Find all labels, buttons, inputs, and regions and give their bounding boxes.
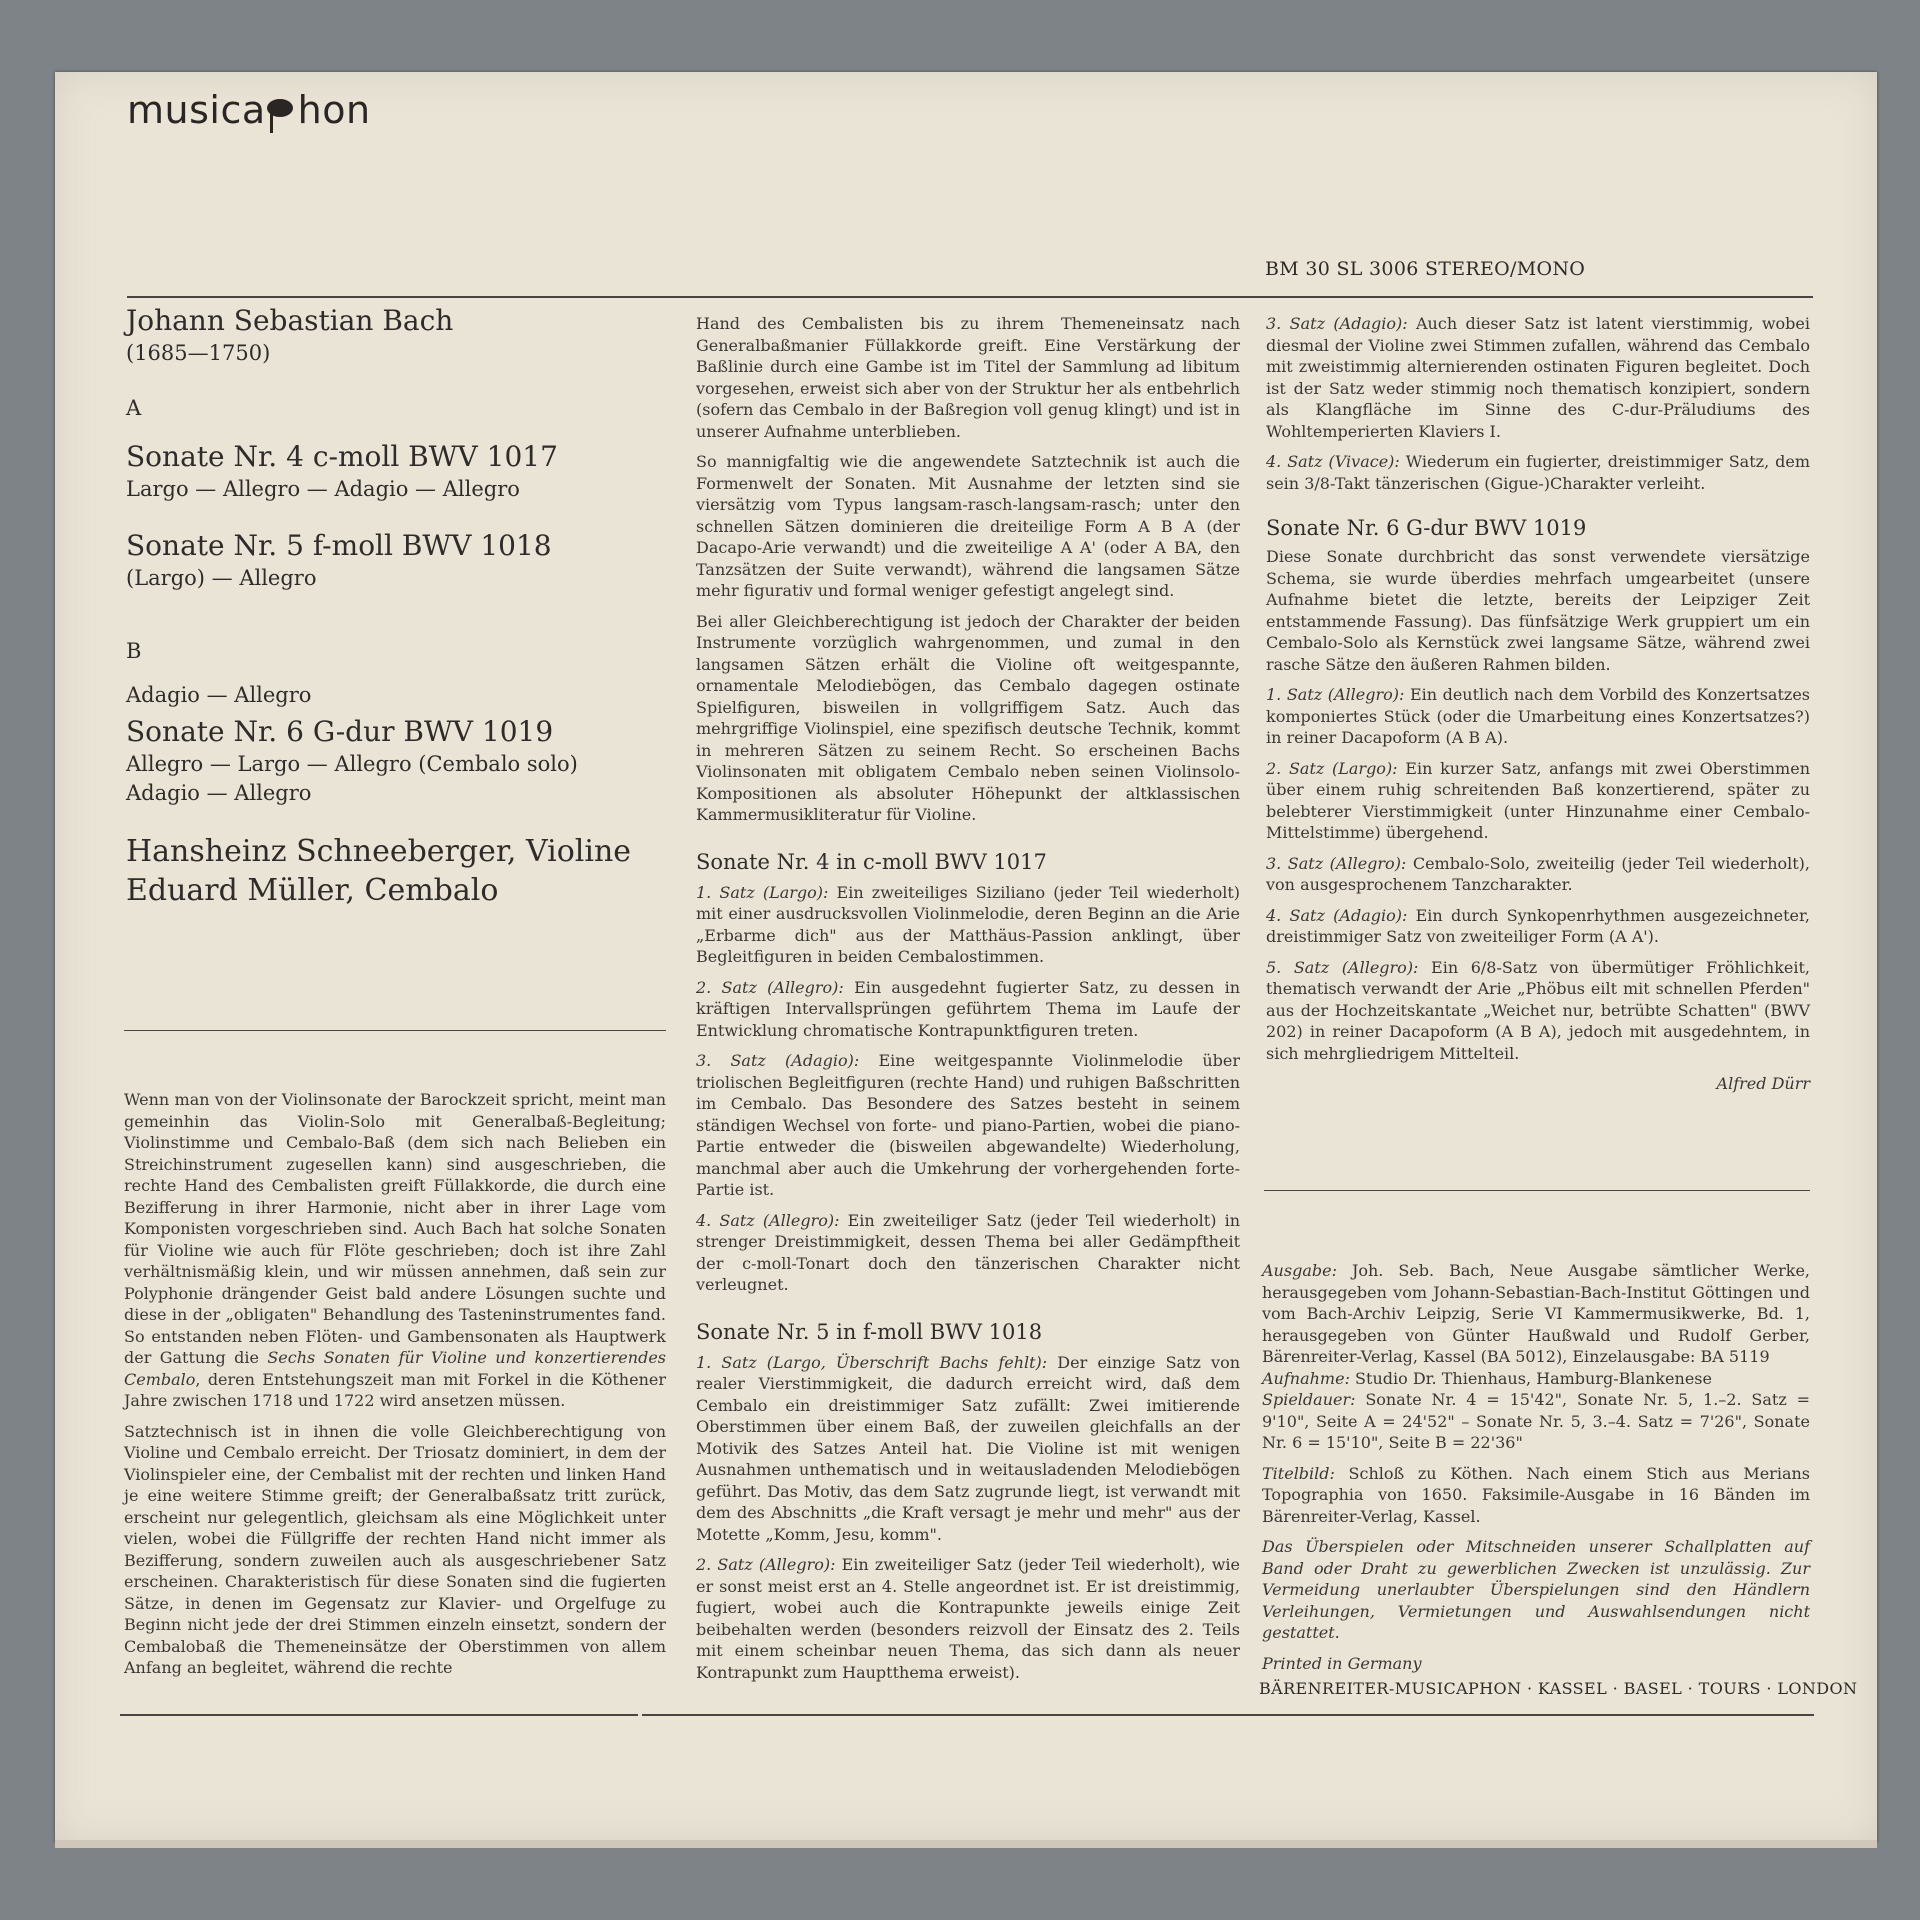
side-b-label: B: [126, 639, 142, 663]
paragraph-satztechnik: Satztechnisch ist in ihnen die volle Gleichberechtigung von Violine und Cembalo erreicht. Der Triosatz dominiert, in dem der Violinspieler eine, der Cembalist mit der rechten und linken Hand je eine weitere Stimme greift; der Generalbaßsatz tritt zurück, erscheint nur gelegentlich, gleichsam als eine Möglichkeit unter vielen, wobei die Füllgriffe der rechten Hand nicht immer als Bezifferung, sondern zuweilen auch als ausgeschriebener Satz erscheinen. Charakteristisch für diese Sonaten sind die fugierten Sätze, in denen im Gegensatz zur Klavier- und Orgelfuge zu Beginn nicht jede der drei Stimmen einzeln einsetzt, sondern der Cembalobaß die Themeneinsätze der Oberstimmen von allem Anfang an begleitet, während die rechte: [124, 1421, 666, 1677]
sonata4-heading: Sonate Nr. 4 in c-moll BWV 1017: [696, 849, 1047, 874]
logo-text-left: musica: [127, 88, 266, 132]
text-span: 2. Satz (Largo):: [1266, 758, 1398, 778]
liner-notes-column-2: [696, 313, 1240, 1692]
text-span: Titelbild:: [1262, 1463, 1335, 1483]
sonata6-movement-3: [1266, 853, 1810, 896]
credits-block: [1262, 1260, 1810, 1683]
sonata6-heading: Sonate Nr. 6 G-dur BWV 1019: [1266, 516, 1587, 540]
text-span: Der einzige Satz von realer Vierstimmigkeit, die dadurch erreicht wird, daß dem Cembalo ein dreistimmiger Satz zufällt: Zwei imitierende Oberstimmen über einem Baß, der zuweilen gleichfalls an der Motivik des Satzes Anteil hat. Die Violine ist mit wenigen Ausnahmen unthematisch und in weitausladenden Melodiebögen geführt. Das Motiv, das dem Satz zugrunde liegt, ist verwandt mit dem des Abschnitts „die Kraft versagt je mehr und mehr" aus der Motette „Komm, Jesu, komm".: [696, 1352, 1241, 1544]
sonata6-intro: Diese Sonate durchbricht das sonst verwendete viersätzige Schema, sie wurde überdies mehrfach umgearbeitet (unsere Aufnahme bietet die letzte, bereits der Leipziger Zeit entstammende Fassung). Das fünfsätzige Werk gruppiert um ein Cembalo-Solo als Kernstück zwei langsame Sätze, während zwei rasche Sätze den äußeren Rahmen bilden.: [1266, 547, 1810, 674]
liner-notes-column-3: [1266, 313, 1810, 1104]
sonata6-movement-1: [1266, 684, 1810, 749]
text-span: 1. Satz (Largo):: [696, 882, 829, 902]
text-span: Wenn man von der Violinsonate der Barockzeit spricht, meint man gemeinhin das Violin-Solo mit Generalbaß-Begleitung; Violinstimme und Cembalo-Baß (dem sich nach Belieben ein Streichinstrument zugesellen kann) sind ausgeschrieben, die rechte Hand des Cembalisten greift Füllakkorde, die durch eine Bezifferung in ihrer Harmonie, nicht aber in ihrer Lage vom Komponisten vorgeschrieben sind. Auch Bach hat solche Sonaten für Violine wie auch für Flöte geschrieben; doch ist ihre Zahl verhältnismäßig klein, und wir müssen annehmen, daß sein zur Polyphonie drängender Geist bald andere Lösungen suchte und diese in der „obligaten" Behandlung des Tasteninstrumentes fand. So entstanden neben Flöten- und Gambensonaten als Hauptwerk der Gattung die: [124, 1090, 666, 1367]
text-span: Sonate Nr. 4 = 15'42", Sonate Nr. 5, 1.–2. Satz = 9'10", Seite A = 24'52" – Sonate Nr. 5, 3.–4. Satz = 7'26", Sonate Nr. 6 = 15'10", Seite B = 22'36": [1262, 1390, 1810, 1452]
credit-titelbild: [1262, 1463, 1810, 1528]
sonata6-movements-2: Adagio — Allegro: [126, 781, 312, 805]
sleeve-edge: [55, 1840, 1877, 1848]
text-span: 4. Satz (Vivace):: [1266, 452, 1400, 471]
text-span: Eine weitgespannte Violinmelodie über triolischen Begleitfiguren (rechte Hand) und ruhigen Baßschritten im Cembalo. Das Besondere des Satzes besteht in seinem ständigen Wechsel von forte- und piano-Partien, wobei die piano-Partie entweder die (bisweilen abgewandelte) Wiederholung, manchmal aber auch die Umkehrung der vorhergehenden forte-Partie ist.: [696, 1051, 1241, 1199]
credit-ausgabe: [1262, 1260, 1810, 1368]
text-span: 3. Satz (Adagio):: [1266, 314, 1408, 333]
sonata4-title: Sonate Nr. 4 c-moll BWV 1017: [126, 440, 558, 473]
sonata4-movement-1: [696, 882, 1240, 968]
credit-spieldauer: [1262, 1389, 1810, 1454]
sonata5-heading: Sonate Nr. 5 in f-moll BWV 1018: [696, 1319, 1043, 1344]
text-span: Studio Dr. Thienhaus, Hamburg-Blankenese: [1349, 1368, 1712, 1388]
sonata5-movement-1: [696, 1352, 1240, 1546]
composer-name: Johann Sebastian Bach: [126, 304, 454, 337]
bottom-rule-right: [642, 1714, 1814, 1716]
sonata4-movement-3: [696, 1050, 1240, 1201]
top-divider: [127, 296, 1813, 298]
music-note-icon: [267, 89, 297, 131]
sonata4-movement-4: [696, 1210, 1240, 1296]
text-span: Ein deutlich nach dem Vorbild des Konzertsatzes komponiertes Stück (oder die Umarbeitung eines Konzertsatzes?) in reiner Dacapoform (A B A).: [1266, 685, 1811, 747]
publisher-line: BÄRENREITER-MUSICAPHON · KASSEL · BASEL · TOURS · LONDON: [1259, 1679, 1858, 1698]
sonata5-movement-2: [696, 1554, 1240, 1683]
text-span: , deren Entstehungszeit man mit Forkel in die Köthener Jahre zwischen 1718 und 1722 wird ansetzen müssen.: [124, 1369, 666, 1410]
musicaphon-logo: [127, 88, 371, 132]
track-listing: [126, 303, 686, 910]
text-span: Auch dieser Satz ist latent vierstimmig, wobei diesmal der Violine zwei Stimmen zufallen, während das Cembalo mit zweistimmig alternierenden ostinaten Figuren begleitet. Doch ist der Satz weder stimmig noch thematisch konzipiert, sondern als Klangfläche im Sinne des C-dur-Präludiums des Wohltemperierten Klaviers I.: [1266, 314, 1811, 441]
text-span: Ein 6/8-Satz von übermütiger Fröhlichkeit, thematisch verwandt der Arie „Phöbus eilt mit schnellen Pferden" aus der Hochzeitskantate „Weichet nur, betrübte Schatten" (BWV 202) in reiner Dacapoform (A B A), jedoch mit ausgedehntem, in sich mehrgliedrigem Mittelteil.: [1266, 957, 1810, 1063]
text-span: Aufnahme:: [1262, 1368, 1350, 1388]
sonata6-movement-4: [1266, 905, 1810, 948]
paragraph-charakter: Bei aller Gleichberechtigung ist jedoch der Charakter der beiden Instrumente vorzüglich wahrgenommen, und zumal in den langsamen Sätzen erhält die Violine oft weitgespannte, ornamentale Melodiebögen, das Cembalo dagegen ostinate Spielfiguren, bisweilen in vollgriffigem Satz. Auch das mehrgriffige Violinspiel, eine spezifisch deutsche Technik, kommt in mehreren Sätzen zu seinem Recht. So erscheinen Bachs Violinsonaten mit obligatem Cembalo neben seinen Violinsolo-Kompositionen als absoluter Höhepunkt der altklassischen Kammermusikliteratur für Violine.: [696, 611, 1240, 824]
text-span: Ein ausgedehnt fugierter Satz, zu dessen in kräftigen Intervallsprüngen geführtem Thema im Laufe der Entwicklung chromatische Kontrapunktfiguren treten.: [696, 977, 1241, 1040]
right-divider: [1264, 1190, 1810, 1191]
text-span: 1. Satz (Largo, Überschrift Bachs fehlt):: [696, 1352, 1048, 1372]
text-span: Ein zweiteiliger Satz (jeder Teil wiederholt), wie er sonst meist erst an 4. Stelle angeordnet ist. Er ist dreistimmig, fugiert, wobei auch die Kontrapunkte jeweils einige Zeit beibehalten werden (besonders reizvoll der Einsatz des 2. Teils mit einem scheinbar neuen Thema, das sich dann als neuer Kontrapunkt zum Hauptthema erweist).: [696, 1555, 1241, 1682]
sonata5-movements: (Largo) — Allegro: [126, 566, 317, 590]
text-span: Ausgabe:: [1262, 1261, 1337, 1280]
printed-in: Printed in Germany: [1262, 1653, 1422, 1673]
text-span: 3. Satz (Adagio):: [696, 1051, 860, 1070]
text-span: 4. Satz (Allegro):: [696, 1210, 840, 1230]
text-span: Ein kurzer Satz, anfangs mit zwei Oberstimmen über einem ruhig schreitenden Baß konzertierend, später zu belebterer Vierstimmigkeit (unter Hinzunahme einer Cembalo-Mittelstimme) übergehend.: [1266, 758, 1811, 842]
sonata6-movement-2: [1266, 758, 1810, 844]
text-span: Sechs Sonaten für Violine und konzertierendes Cembalo: [124, 1348, 666, 1389]
text-span: 5. Satz (Allegro):: [1266, 957, 1419, 977]
sonata5-title: Sonate Nr. 5 f-moll BWV 1018: [126, 529, 552, 562]
left-divider: [124, 1030, 666, 1031]
performer-violin: Hansheinz Schneeberger, Violine: [126, 834, 632, 869]
sonata5-movement-3: [1266, 313, 1810, 442]
catalog-number: BM 30 SL 3006 STEREO/MONO: [1265, 258, 1586, 280]
text-span: Ein durch Synkopenrhythmen ausgezeichneter, dreistimmiger Satz von zweiteiliger Form (A A').: [1266, 905, 1810, 946]
text-span: 4. Satz (Adagio):: [1266, 905, 1408, 925]
author-signature: Alfred Dürr: [1716, 1074, 1810, 1093]
text-span: Spieldauer:: [1262, 1390, 1356, 1409]
liner-notes-column-1: [124, 1089, 666, 1688]
text-span: Ein zweiteiliges Siziliano (jeder Teil wiederholt) mit einer ausdrucksvollen Violinmelodie, deren Beginn an die Arie „Erbarme dich" aus der Matthäus-Passion anklingt, über Begleitfiguren in beiden Cembalostimmen.: [696, 882, 1241, 966]
sonata5-movement-4: [1266, 451, 1810, 494]
copyright-notice: Das Überspielen oder Mitschneiden unserer Schallplatten auf Band oder Draht zu gewerblichen Zwecken ist unzulässig. Zur Vermeidung unerlaubter Überspielungen sind den Händlern Verleihungen, Vermietungen und Auswahlsendungen nicht gestattet.: [1262, 1537, 1810, 1642]
text-span: 1. Satz (Allegro):: [1266, 685, 1405, 704]
intro-paragraph: [124, 1089, 666, 1412]
sonata6-movement-5: [1266, 957, 1810, 1065]
text-span: 2. Satz (Allegro):: [696, 1555, 836, 1574]
side-b-pre: Adagio — Allegro: [126, 683, 312, 707]
text-span: Joh. Seb. Bach, Neue Ausgabe sämtlicher Werke, herausgegeben vom Johann-Sebastian-Bach-Institut Göttingen und vom Bach-Archiv Leipzig, Serie VI Kammermusikwerke, Bd. 1, herausgegeben von Günter Haußwald und Rudolf Gerber, Bärenreiter-Verlag, Kassel (BA 5012), Einzelausgabe: BA 5119: [1262, 1261, 1810, 1366]
paragraph-gambe: Hand des Cembalisten bis zu ihrem Themeneinsatz nach Generalbaßmanier Füllakkorde greift. Eine Verstärkung der Baßlinie durch eine Gambe ist im Titel der Sammlung ad libitum vorgesehen, erweist sich aber von der Struktur her als entbehrlich (sofern das Cembalo in der Baßregion voll genug klingt) und ist in unserer Aufnahme unterblieben.: [696, 314, 1240, 441]
text-span: Wiederum ein fugierter, dreistimmiger Satz, dem sein 3/8-Takt tänzerischen (Gigue-)Charakter verleiht.: [1266, 452, 1810, 493]
bottom-rule-left: [120, 1714, 638, 1716]
logo-text-right: hon: [297, 88, 371, 132]
text-span: Schloß zu Köthen. Nach einem Stich aus Merians Topographia von 1650. Faksimile-Ausgabe in 16 Bänden im Bärenreiter-Verlag, Kassel.: [1262, 1463, 1810, 1526]
text-span: 2. Satz (Allegro):: [696, 977, 844, 997]
composer-dates: (1685—1750): [126, 341, 271, 365]
side-a-label: A: [126, 396, 142, 420]
text-span: 3. Satz (Allegro):: [1266, 853, 1407, 873]
sonata4-movements: Largo — Allegro — Adagio — Allegro: [126, 477, 520, 501]
paragraph-formenwelt: So mannigfaltig wie die angewendete Satztechnik ist auch die Formenwelt der Sonaten. Mit Ausnahme der letzten sind sie viersätzig vom Typus langsam-rasch-langsam-rasch; unter den schnellen Sätzen dominieren die dreiteilige Form A B A (der Dacapo-Arie verwandt) und die zweiteilige A A' (oder A BA, den Tanzsätzen der Suite verwandt), während die langsamen Sätze mehr figurativ und formal weniger gefestigt angelegt sind.: [696, 452, 1240, 600]
credit-aufnahme: [1262, 1368, 1810, 1390]
sonata6-movements-1: Allegro — Largo — Allegro (Cembalo solo): [126, 752, 578, 776]
text-span: Ein zweiteiliger Satz (jeder Teil wiederholt) in strenger Dreistimmigkeit, dessen Thema bei aller Gedämpftheit der c-moll-Tonart doch den tänzerischen Charakter nicht verleugnet.: [696, 1210, 1240, 1294]
text-span: Cembalo-Solo, zweiteilig (jeder Teil wiederholt), von ausgesprochenem Tanzcharakter.: [1266, 853, 1811, 894]
performer-cembalo: Eduard Müller, Cembalo: [126, 873, 499, 908]
sonata6-title: Sonate Nr. 6 G-dur BWV 1019: [126, 715, 554, 748]
sonata4-movement-2: [696, 977, 1240, 1042]
